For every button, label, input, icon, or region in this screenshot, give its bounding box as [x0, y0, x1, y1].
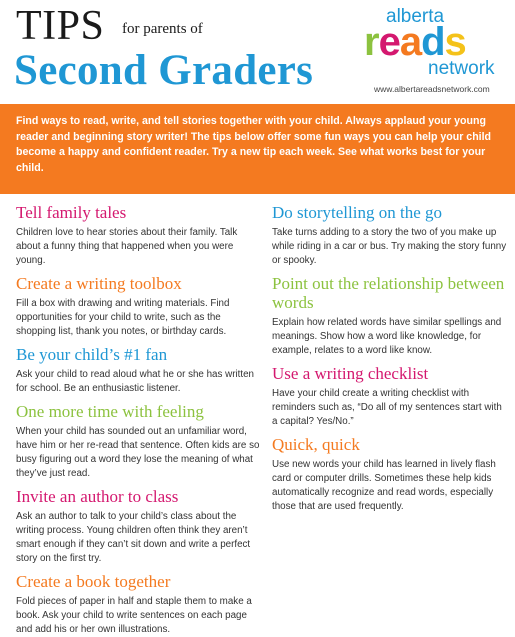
tip-text: When your child has sounded out an unfamiliar word, have him or her re-read that sentence. Often kids are so busy figuring out a word they lose the meaning of what they’ve just read.	[16, 426, 260, 479]
tip-item	[16, 402, 262, 481]
logo-reads-letter: a	[399, 20, 422, 64]
logo-reads-letter: e	[378, 20, 400, 64]
tip-title: Use a writing checklist	[272, 364, 429, 383]
grade-title: Second Graders	[14, 47, 314, 94]
right-tips-column	[272, 197, 508, 514]
logo-network-text: network	[428, 58, 495, 79]
logo-reads-letter: r	[364, 20, 379, 64]
tip-item	[16, 274, 262, 339]
tips-subtitle: for parents of	[122, 21, 203, 37]
tip-text: Fill a box with drawing and writing materials. Find opportunities for your child to write, such as the shopping list, thank you notes, or birthday cards.	[16, 298, 230, 337]
tip-item	[272, 274, 508, 358]
tip-item	[16, 345, 262, 396]
logo-alberta-text: alberta	[386, 6, 445, 27]
tip-item	[16, 203, 262, 268]
intro-text: Find ways to read, write, and tell stories together with your child. Always applaud your young reader and beginning story writer! The tips below offer some fun ways you can help your child become a happy and confident reader. Try a new tip each week. See what works best for your child.	[16, 115, 492, 174]
tip-title: Quick, quick	[272, 435, 360, 454]
logo-reads-wordmark	[364, 22, 466, 62]
page-header	[0, 0, 515, 104]
tip-item	[16, 487, 262, 566]
tips-word: TIPS	[16, 3, 105, 49]
tip-title: Invite an author to class	[16, 487, 179, 506]
logo-reads-letter: s	[444, 20, 466, 64]
left-tips-column	[16, 197, 262, 637]
tip-text: Children love to hear stories about their family. Talk about a funny thing that happened when you were young.	[16, 227, 238, 266]
tip-title: Create a writing toolbox	[16, 274, 182, 293]
alberta-reads-logo[interactable]	[364, 6, 509, 98]
tip-text: Have your child create a writing checklist with reminders such as, “Do all of my sentences start with a capital? Yes/No.”	[272, 388, 502, 427]
tip-title: Create a book together	[16, 572, 171, 591]
tip-title: One more time with feeling	[16, 402, 204, 421]
tip-text: Explain how related words have similar spellings and meanings. Show how a word like knowledge, for example, relates to a word like know.	[272, 317, 502, 356]
logo-reads-letter: d	[421, 20, 445, 64]
tip-text: Use new words your child has learned in lively flash card or computer drills. Sometimes these help kids automatically recognize and read words, especially those that are used frequently.	[272, 459, 496, 512]
intro-banner	[0, 104, 515, 194]
tip-item	[272, 435, 508, 514]
tip-text: Ask an author to talk to your child’s class about the writing process. Young children often think they aren’t smart enough if they can’t sit down and write a perfect story on the first try.	[16, 511, 251, 564]
tip-text: Fold pieces of paper in half and staple them to make a book. Ask your child to write sentences on each page and add his or her own illustrations.	[16, 596, 252, 635]
tip-title: Point out the relationship between words	[272, 274, 505, 312]
tip-item	[272, 203, 508, 268]
tip-item	[272, 364, 508, 429]
tip-title: Do storytelling on the go	[272, 203, 442, 222]
tip-text: Ask your child to read aloud what he or she has written for school. Be an enthusiastic listener.	[16, 369, 254, 394]
logo-url[interactable]: www.albertareadsnetwork.com	[374, 84, 490, 94]
tip-title: Be your child’s #1 fan	[16, 345, 168, 364]
tip-text: Take turns adding to a story the two of you make up while riding in a car or bus. Try making the story funny or spooky.	[272, 227, 507, 266]
tip-title: Tell family tales	[16, 203, 127, 222]
tip-item	[16, 572, 262, 637]
